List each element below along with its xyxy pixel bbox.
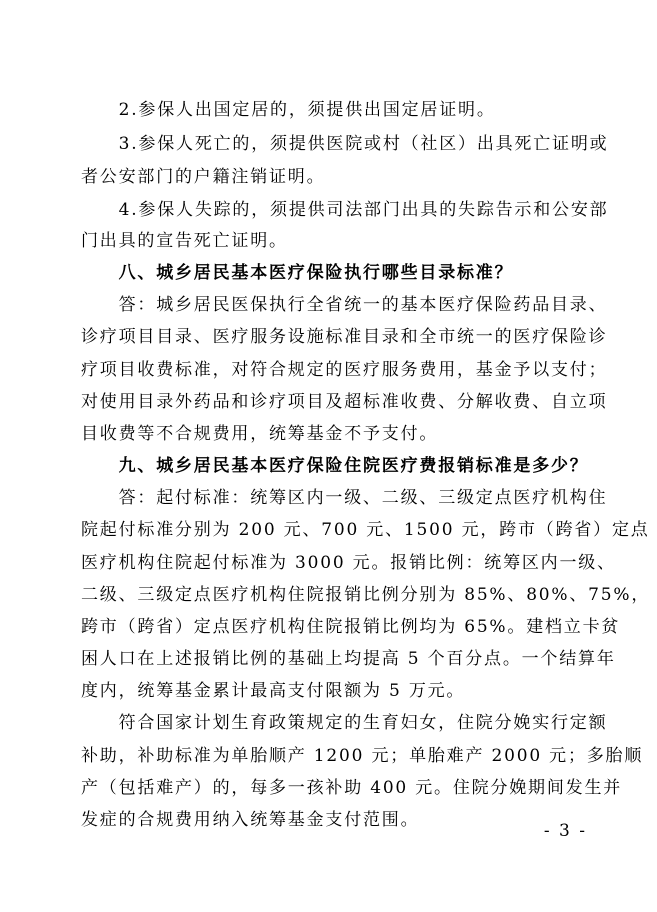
text-line: 跨市（跨省）定点医疗机构住院报销比例均为 65%。建档立卡贫 (81, 617, 621, 637)
text-line: 发症的合规费用纳入统筹基金支付范围。 (81, 810, 420, 830)
text-line: 符合国家计划生育政策规定的生育妇女，住院分娩实行定额 (81, 713, 608, 733)
text-line: 医疗机构住院起付标准为 3000 元。报销比例：统筹区内一级、 (81, 553, 616, 573)
text-line: 者公安部门的户籍注销证明。 (81, 167, 326, 187)
text-line: 2.参保人出国定居的，须提供出国定居证明。 (81, 100, 496, 120)
text-line: 补助，补助标准为单胎顺产 1200 元；单胎难产 2000 元；多胎顺 (81, 746, 644, 766)
text-line: 3.参保人死亡的，须提供医院或村（社区）出具死亡证明或 (81, 134, 609, 154)
text-line: 对使用目录外药品和诊疗项目及超标准收费、分解收费、自立项 (81, 392, 608, 412)
text-line: 答：起付标准：统筹区内一级、二级、三级定点医疗机构住 (81, 488, 608, 508)
text-line: 困人口在上述报销比例的基础上均提高 5 个百分点。一个结算年 (81, 649, 616, 669)
text-line: 度内，统筹基金累计最高支付限额为 5 万元。 (81, 681, 466, 701)
text-line: 疗项目收费标准，对符合规定的医疗服务费用，基金予以支付； (81, 360, 608, 380)
text-line: 产（包括难产）的，每多一孩补助 400 元。住院分娩期间发生并 (81, 778, 623, 798)
text-line: 目收费等不合规费用，统筹基金不予支付。 (81, 424, 439, 444)
text-line: 二级、三级定点医疗机构住院报销比例分别为 85%、80%、75%， (81, 585, 651, 605)
text-line: 门出具的宣告死亡证明。 (81, 231, 288, 251)
text-line: 答：城乡居民医保执行全省统一的基本医疗保险药品目录、 (81, 295, 608, 315)
text-line: 4.参保人失踪的，须提供司法部门出具的失踪告示和公安部 (81, 200, 609, 220)
section-heading: 九、城乡居民基本医疗保险住院医疗费报销标准是多少？ (81, 456, 589, 476)
page-number: - 3 - (543, 821, 587, 841)
text-line: 院起付标准分别为 200 元、700 元、1500 元，跨市（跨省）定点 (81, 520, 650, 540)
section-heading: 八、城乡居民基本医疗保险执行哪些目录标准？ (81, 263, 514, 283)
text-line: 诊疗项目目录、医疗服务设施标准目录和全市统一的医疗保险诊 (81, 327, 608, 347)
